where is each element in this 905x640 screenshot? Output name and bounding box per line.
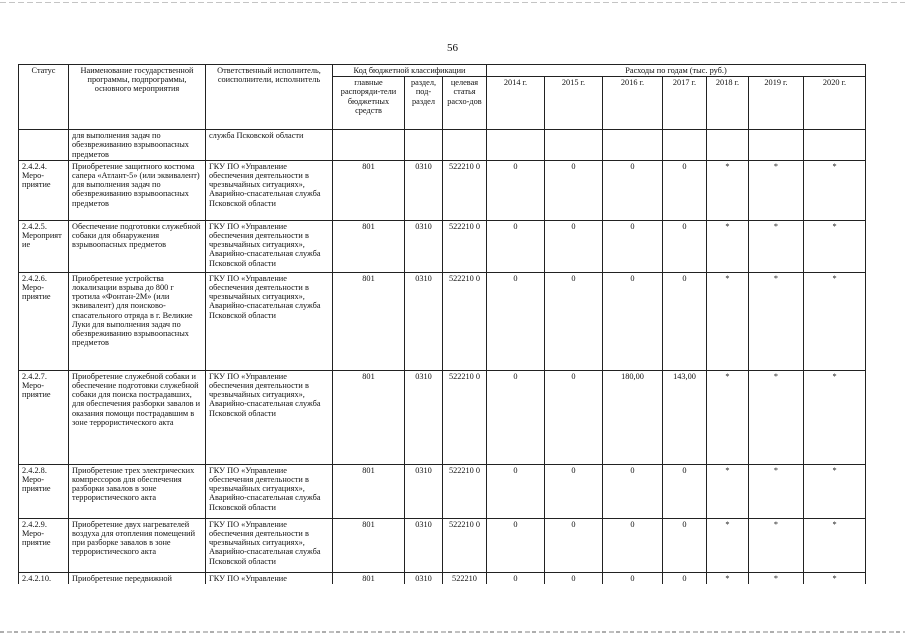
cell-year-value: 143,00 xyxy=(663,370,707,464)
cell-razdel: 0310 xyxy=(405,272,443,370)
header-year: 2015 г. xyxy=(545,77,603,130)
cell-executor: ГКУ ПО «Управление обеспечения деятельности в чрезвычайных ситуациях», Аварийно-спасательная служба Псковской области xyxy=(206,370,333,464)
cell-year-value: * xyxy=(749,572,804,584)
cell-executor: ГКУ ПО «Управление обеспечения деятельности в чрезвычайных ситуациях», Аварийно-спасательная служба Псковской области xyxy=(206,220,333,272)
cell-year-value: 0 xyxy=(603,464,663,518)
cell-year-value: 0 xyxy=(545,572,603,584)
cell-razdel: 0310 xyxy=(405,572,443,584)
table-row xyxy=(19,160,866,220)
continuation-row xyxy=(19,130,866,161)
cell-executor: ГКУ ПО «Управление обеспечения деятельности в чрезвычайных ситуациях», Аварийно-спасательная служба Псковской области xyxy=(206,464,333,518)
cell-year-value: 180,00 xyxy=(603,370,663,464)
header-year: 2014 г. xyxy=(487,77,545,130)
cell-year-value: 0 xyxy=(487,572,545,584)
header-tselevaya: целевая статья расхо-дов xyxy=(443,77,487,130)
cell-grbs: 801 xyxy=(333,572,405,584)
cell-name: Приобретение защитного костюма сапера «Атлант-5» (или эквивалент) для выполнения задач по обезвреживанию взрывоопасных предметов xyxy=(69,160,206,220)
header-expenses: Расходы по годам (тыс. руб.) xyxy=(487,65,866,77)
cell-status: 2.4.2.6. Меро-приятие xyxy=(19,272,69,370)
cell-year-value: 0 xyxy=(487,220,545,272)
cell-razdel: 0310 xyxy=(405,464,443,518)
cell-year-value: 0 xyxy=(603,572,663,584)
cell-year-value: 0 xyxy=(663,272,707,370)
cell-status: 2.4.2.4. Меро-приятие xyxy=(19,160,69,220)
table-row xyxy=(19,220,866,272)
cell-year-value: * xyxy=(707,572,749,584)
cell-year-value: 0 xyxy=(603,160,663,220)
cell-year-value: * xyxy=(804,220,866,272)
cell-tselevaya: 522210 0 xyxy=(443,370,487,464)
cell-year-value: * xyxy=(749,518,804,572)
cell-year-value: 0 xyxy=(545,220,603,272)
cell-razdel: 0310 xyxy=(405,160,443,220)
cell-year-value: 0 xyxy=(663,572,707,584)
cell-year-value: 0 xyxy=(487,518,545,572)
cell-executor: ГКУ ПО «Управление обеспечения деятельности в чрезвычайных ситуациях», Аварийно-спасательная служба Псковской области xyxy=(206,160,333,220)
cell-year-value: 0 xyxy=(603,272,663,370)
table-row xyxy=(19,572,866,584)
cell-name: Приобретение устройства локализации взрыва до 800 г тротила «Фонтан-2М» (или эквивалент) для поисково-спасательного отряда в г. Великие Луки для выполнения задач по обезвреживанию взрывоопасных предметов xyxy=(69,272,206,370)
cell-tselevaya: 522210 0 xyxy=(443,272,487,370)
header-budget-code: Код бюджетной классификации xyxy=(333,65,487,77)
cell-razdel: 0310 xyxy=(405,220,443,272)
cell-status: 2.4.2.10. xyxy=(19,572,69,584)
cell-year-value: 0 xyxy=(545,272,603,370)
cell-tselevaya: 522210 0 xyxy=(443,220,487,272)
table-row xyxy=(19,464,866,518)
scan-edge-bottom xyxy=(0,631,905,633)
cell-name: Приобретение трех электрических компрессоров для обеспечения разборки завалов в зоне террористического акта xyxy=(69,464,206,518)
header-year: 2016 г. xyxy=(603,77,663,130)
cell-status: 2.4.2.5. Мероприят ие xyxy=(19,220,69,272)
cell-year-value: * xyxy=(707,160,749,220)
cell-year-value: * xyxy=(749,464,804,518)
cell-year-value: 0 xyxy=(487,160,545,220)
cell-year-value: * xyxy=(749,370,804,464)
cell-year-value: * xyxy=(707,518,749,572)
cell-executor: ГКУ ПО «Управление обеспечения деятельности в чрезвычайных ситуациях», Аварийно-спасательная служба Псковской области xyxy=(206,272,333,370)
cell-year-value: 0 xyxy=(603,518,663,572)
cell-tselevaya: 522210 0 xyxy=(443,464,487,518)
cell-year-value: * xyxy=(804,518,866,572)
cell-executor: ГКУ ПО «Управление обеспечения деятельности в чрезвычайных ситуациях», Аварийно-спасательная служба Псковской области xyxy=(206,518,333,572)
cell-year-value: 0 xyxy=(603,220,663,272)
cell-year-value: * xyxy=(707,220,749,272)
budget-table xyxy=(18,64,866,584)
cell-year-value: * xyxy=(707,464,749,518)
header-grbs: главные распоряди-тели бюджетных средств xyxy=(333,77,405,130)
cell-name: Приобретение передвижной xyxy=(69,572,206,584)
cell-year-value: * xyxy=(749,160,804,220)
cell-tselevaya: 522210 0 xyxy=(443,160,487,220)
cell-year-value: 0 xyxy=(663,220,707,272)
header-executor: Ответственный исполнитель, соисполнители, исполнитель xyxy=(206,65,333,130)
cell-executor: ГКУ ПО «Управление xyxy=(206,572,333,584)
cell-grbs: 801 xyxy=(333,220,405,272)
header-year: 2019 г. xyxy=(749,77,804,130)
cell-year-value: * xyxy=(707,370,749,464)
cell-executor: служба Псковской области xyxy=(206,130,333,161)
cell-status xyxy=(19,130,69,161)
header-year: 2020 г. xyxy=(804,77,866,130)
table-row xyxy=(19,272,866,370)
cell-grbs: 801 xyxy=(333,160,405,220)
cell-name: для выполнения задач по обезвреживанию взрывоопасных предметов xyxy=(69,130,206,161)
cell-year-value: 0 xyxy=(545,160,603,220)
cell-razdel: 0310 xyxy=(405,518,443,572)
table-row xyxy=(19,370,866,464)
cell-year-value: * xyxy=(749,272,804,370)
cell-grbs: 801 xyxy=(333,464,405,518)
header-razdel: раздел, под-раздел xyxy=(405,77,443,130)
cell-year-value: 0 xyxy=(545,518,603,572)
header-year: 2018 г. xyxy=(707,77,749,130)
cell-year-value: * xyxy=(804,272,866,370)
cell-status: 2.4.2.9. Меро-приятие xyxy=(19,518,69,572)
cell-status: 2.4.2.7. Меро-приятие xyxy=(19,370,69,464)
cell-year-value: * xyxy=(749,220,804,272)
table-row xyxy=(19,518,866,572)
cell-name: Приобретение служебной собаки и обеспечение подготовки служебной собаки для поиска пострадавших, для обеспечения разборки завалов и оказания помощи пострадавшим в зоне террористического акта xyxy=(69,370,206,464)
cell-grbs: 801 xyxy=(333,370,405,464)
cell-year-value: * xyxy=(804,464,866,518)
cell-status: 2.4.2.8. Меро-приятие xyxy=(19,464,69,518)
cell-tselevaya: 522210 xyxy=(443,572,487,584)
header-year: 2017 г. xyxy=(663,77,707,130)
page-number: 56 xyxy=(447,42,458,54)
cell-year-value: 0 xyxy=(663,464,707,518)
header-name: Наименование государственной программы, подпрограммы, основного мероприятия xyxy=(69,65,206,130)
cell-razdel: 0310 xyxy=(405,370,443,464)
cell-name: Приобретение двух нагревателей воздуха для отопления помещений при разборке завалов в зоне террористического акта xyxy=(69,518,206,572)
scan-edge-top xyxy=(0,2,905,3)
cell-year-value: 0 xyxy=(487,272,545,370)
cell-grbs: 801 xyxy=(333,518,405,572)
cell-year-value: 0 xyxy=(663,518,707,572)
cell-name: Обеспечение подготовки служебной собаки для обнаружения взрывоопасных предметов xyxy=(69,220,206,272)
cell-tselevaya: 522210 0 xyxy=(443,518,487,572)
cell-year-value: 0 xyxy=(545,370,603,464)
cell-grbs: 801 xyxy=(333,272,405,370)
cell-year-value: * xyxy=(804,370,866,464)
cell-year-value: 0 xyxy=(663,160,707,220)
cell-year-value: * xyxy=(804,160,866,220)
cell-year-value: 0 xyxy=(487,370,545,464)
cell-year-value: * xyxy=(707,272,749,370)
cell-year-value: 0 xyxy=(545,464,603,518)
header-status: Статус xyxy=(19,65,69,130)
cell-year-value: * xyxy=(804,572,866,584)
cell-year-value: 0 xyxy=(487,464,545,518)
